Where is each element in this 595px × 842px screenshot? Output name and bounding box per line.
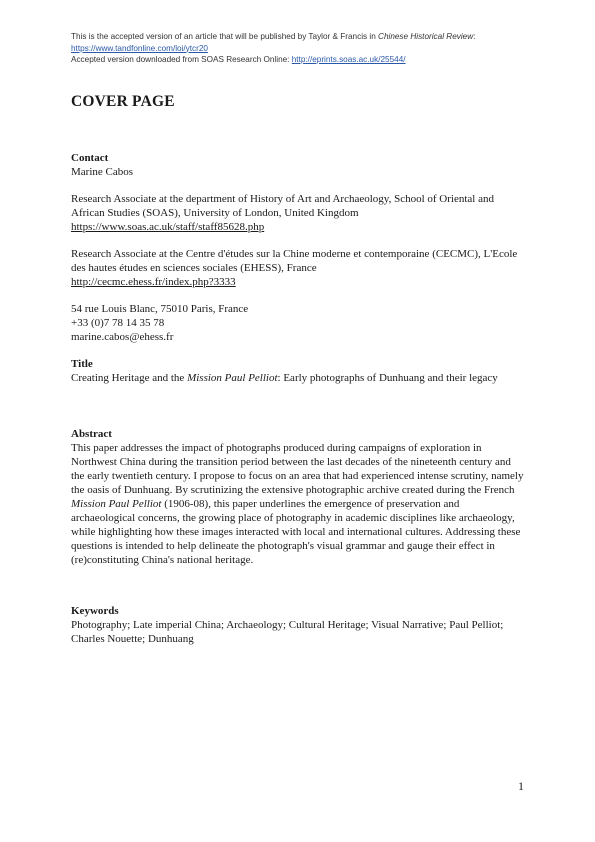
publication-notice bbox=[71, 31, 551, 66]
postal-contact bbox=[71, 302, 526, 344]
author-name: Marine Cabos bbox=[71, 166, 134, 178]
title-text-start: Creating Heritage and the bbox=[71, 372, 188, 384]
keywords-section bbox=[71, 604, 526, 646]
contact-section bbox=[71, 151, 526, 179]
email-address: marine.cabos@ehess.fr bbox=[71, 331, 174, 343]
soas-staff-link[interactable]: https://www.soas.ac.uk/staff/staff85628.php bbox=[71, 221, 265, 233]
affiliation-ehess bbox=[71, 247, 526, 289]
abstract-text bbox=[71, 441, 526, 567]
keywords-label: Keywords bbox=[71, 605, 119, 617]
cecmc-link[interactable]: http://cecmc.ehess.fr/index.php?3333 bbox=[71, 276, 236, 288]
notice-text: This is the accepted version of an article that will be published by Taylor & Francis in bbox=[71, 32, 379, 41]
title-label: Title bbox=[71, 358, 93, 370]
notice-colon: : bbox=[473, 32, 476, 41]
journal-name: Chinese Historical Review bbox=[378, 32, 474, 41]
phone-number: +33 (0)7 78 14 35 78 bbox=[71, 317, 165, 329]
cover-page-title: COVER PAGE bbox=[71, 93, 175, 110]
title-section bbox=[71, 357, 526, 385]
keywords-text: Photography; Late imperial China; Archaeology; Cultural Heritage; Visual Narrative; Paul Pelliot; Charles Nouette; Dunhuang bbox=[71, 619, 504, 645]
journal-link[interactable]: https://www.tandfonline.com/loi/ytcr20 bbox=[71, 43, 208, 53]
notice-line-3 bbox=[71, 54, 551, 66]
affiliation-soas-text: Research Associate at the department of History of Art and Archaeology, School of Oriental and African Studies (SOAS), University of London, United Kingdom bbox=[71, 193, 494, 219]
abstract-text-start: This paper addresses the impact of photographs produced during campaigns of exploration in Northwest China during the transition period between the last decades of the nineteenth century and the early twentieth century. I propose to focus on an area that had experienced intense scrutiny, namely the oasis of Dunhuang. By scrutinizing the extensive photographic archive created during the French bbox=[71, 442, 524, 496]
affiliation-ehess-text: Research Associate at the Centre d'études sur la Chine moderne et contemporaine (CECMC), L'Ecole des hautes études en sciences sociales (EHESS), France bbox=[71, 248, 518, 274]
notice-line-1 bbox=[71, 31, 551, 43]
page-number: 1 bbox=[518, 779, 524, 793]
abstract-mission-name: Mission Paul Pelliot bbox=[71, 498, 162, 510]
title-mission-name: Mission Paul Pelliot bbox=[187, 372, 278, 384]
affiliation-soas bbox=[71, 192, 526, 234]
notice-source-text: Accepted version downloaded from SOAS Research Online: bbox=[71, 55, 292, 64]
eprints-link[interactable]: http://eprints.soas.ac.uk/25544/ bbox=[291, 55, 406, 64]
abstract-label: Abstract bbox=[71, 428, 112, 440]
postal-address: 54 rue Louis Blanc, 75010 Paris, France bbox=[71, 303, 249, 315]
abstract-section bbox=[71, 427, 526, 567]
article-title bbox=[71, 371, 526, 385]
abstract-text-end: (1906-08), this paper underlines the emergence of preservation and archaeological concerns, the growing place of photography in academic disciplines like archaeology, while highlighting how these images interacted with local and international cultures. Addressing these questions is intended to help delineate the photograph's visual grammar and gauge their effect in (re)constituting China's national heritage. bbox=[71, 498, 521, 566]
title-text-end: : Early photographs of Dunhuang and their legacy bbox=[277, 372, 498, 384]
contact-label: Contact bbox=[71, 152, 109, 164]
